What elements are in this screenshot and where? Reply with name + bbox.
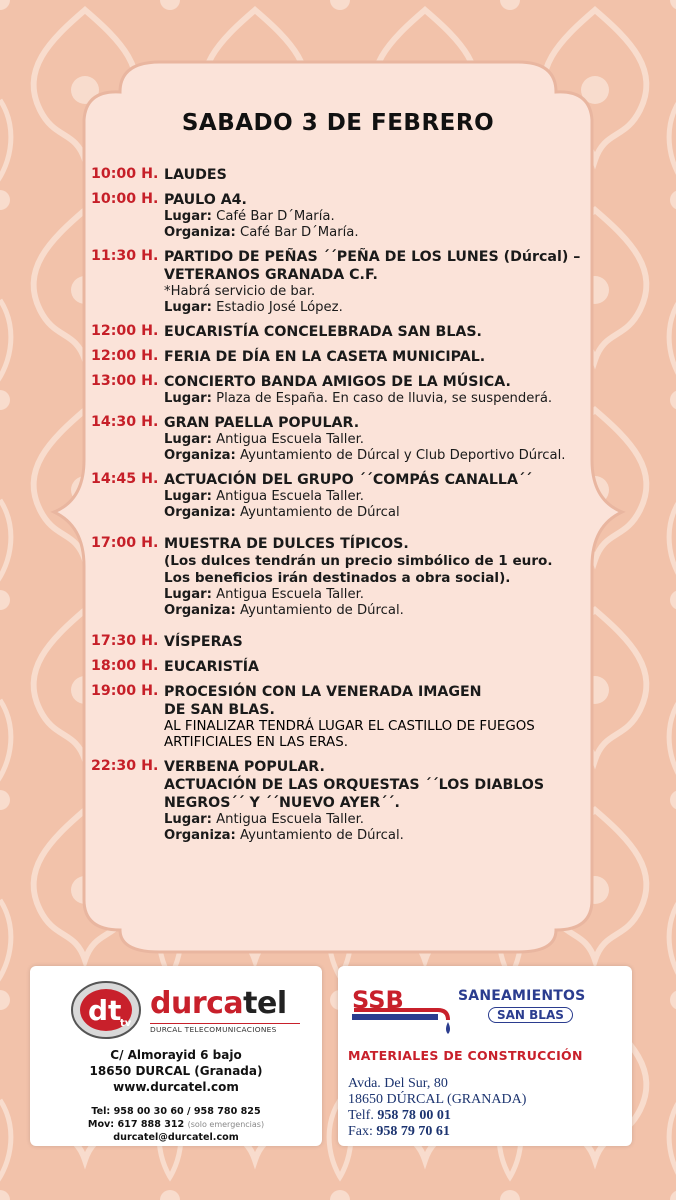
event-item [91,758,611,844]
event-note: ARTIFICIALES EN LAS ERAS. [164,735,348,750]
event-note: AL FINALIZAR TENDRÁ LUGAR EL CASTILLO DE FUEGOS [164,719,535,734]
event-time: 10:00 H. [91,166,159,182]
event-detail: Lugar: Plaza de España. En caso de lluvia, se suspenderá. [164,391,553,406]
event-detail: Lugar: Estadio José López. [164,300,343,315]
event-detail: Organiza: Ayuntamiento de Dúrcal [164,505,400,520]
event-item [91,348,611,366]
durcatel-address-2: 18650 DURCAL (Granada) [89,1064,263,1078]
event-detail: Lugar: Antigua Escuela Taller. [164,812,364,827]
event-detail: Organiza: Ayuntamiento de Dúrcal y Club Deportivo Dúrcal. [164,448,566,463]
event-title: PROCESIÓN CON LA VENERADA IMAGEN [164,684,482,700]
event-title: PAULO A4. [164,192,247,208]
durcatel-wordmark: durcatel [150,986,287,1021]
event-detail: Lugar: Antigua Escuela Taller. [164,587,364,602]
durcatel-tel: Tel: 958 00 30 60 / 958 780 825 [91,1106,261,1117]
event-item [91,191,611,241]
ssb-address-1: Avda. Del Sur, 80 [348,1076,448,1091]
event-item [91,683,611,751]
event-title: NEGROS´´ Y ´´NUEVO AYER´´. [164,795,400,811]
event-item [91,166,611,184]
event-time: 22:30 H. [91,758,159,774]
event-title: VETERANOS GRANADA C.F. [164,267,378,283]
event-schedule [91,166,611,851]
event-detail: Lugar: Café Bar D´María. [164,209,335,224]
event-title: GRAN PAELLA POPULAR. [164,415,360,431]
event-title: MUESTRA DE DULCES TÍPICOS. [164,536,409,552]
event-time: 10:00 H. [91,191,159,207]
durcatel-logo-icon [68,976,144,1042]
event-title: CONCIERTO BANDA AMIGOS DE LA MÚSICA. [164,374,511,390]
durcatel-tagline: DURCAL TELECOMUNICACIONES [150,1023,300,1034]
event-title: ACTUACIÓN DEL GRUPO ´´COMPÁS CANALLA´´ [164,472,533,488]
ssb-fax: Fax: 958 79 70 61 [348,1124,450,1139]
event-note: (Los dulces tendrán un precio simbólico de 1 euro. [164,553,553,569]
saneamientos-ad [338,966,632,1146]
event-title: VÍSPERAS [164,634,243,650]
event-time: 11:30 H. [91,248,159,264]
durcatel-web: www.durcatel.com [113,1080,239,1094]
durcatel-address-1: C/ Almorayid 6 bajo [110,1048,242,1062]
event-time: 18:00 H. [91,658,159,674]
event-item [91,323,611,341]
event-time: 12:00 H. [91,348,159,364]
event-title: VERBENA POPULAR. [164,759,325,775]
event-item [91,535,611,619]
event-title: LAUDES [164,167,227,183]
event-title: ACTUACIÓN DE LAS ORQUESTAS ´´LOS DIABLOS [164,777,545,793]
event-item [91,373,611,407]
event-item [91,471,611,521]
event-time: 17:00 H. [91,535,159,551]
durcatel-ad [30,966,322,1146]
event-time: 13:00 H. [91,373,159,389]
ssb-subname: SAN BLAS [488,1007,573,1023]
event-time: 14:30 H. [91,414,159,430]
event-item [91,633,611,651]
svg-text:SSB: SSB [352,986,404,1014]
event-time: 19:00 H. [91,683,159,699]
event-detail: Organiza: Ayuntamiento de Dúrcal. [164,603,404,618]
page-title: SABADO 3 DE FEBRERO [181,110,495,136]
event-time: 14:45 H. [91,471,159,487]
event-title: FERIA DE DÍA EN LA CASETA MUNICIPAL. [164,349,486,365]
event-title: PARTIDO DE PEÑAS ´´PEÑA DE LOS LUNES (Dúrcal) – [164,249,581,265]
event-title: DE SAN BLAS. [164,702,275,718]
event-item [91,248,611,316]
event-detail: Organiza: Ayuntamiento de Dúrcal. [164,828,404,843]
event-title: EUCARISTÍA [164,659,259,675]
event-note: Los beneficios irán destinados a obra social). [164,570,511,586]
durcatel-email: durcatel@durcatel.com [113,1132,239,1143]
ssb-name: SANEAMIENTOS [458,988,586,1004]
ssb-logo-icon [348,980,458,1036]
event-detail: Lugar: Antigua Escuela Taller. [164,489,364,504]
ssb-tel: Telf. 958 78 00 01 [348,1108,451,1123]
event-detail: Organiza: Café Bar D´María. [164,225,359,240]
ssb-tagline: MATERIALES DE CONSTRUCCIÓN [348,1048,583,1063]
svg-text:tv: tv [120,1018,132,1029]
event-time: 12:00 H. [91,323,159,339]
event-detail: Lugar: Antigua Escuela Taller. [164,432,364,447]
event-note: *Habrá servicio de bar. [164,284,316,299]
ssb-address-2: 18650 DÚRCAL (GRANADA) [348,1092,527,1107]
durcatel-mov: Mov: 617 888 312 (solo emergencias) [87,1119,265,1130]
event-item [91,658,611,676]
event-time: 17:30 H. [91,633,159,649]
svg-text:dt: dt [88,994,122,1027]
event-item [91,414,611,464]
event-title: EUCARISTÍA CONCELEBRADA SAN BLAS. [164,324,482,340]
